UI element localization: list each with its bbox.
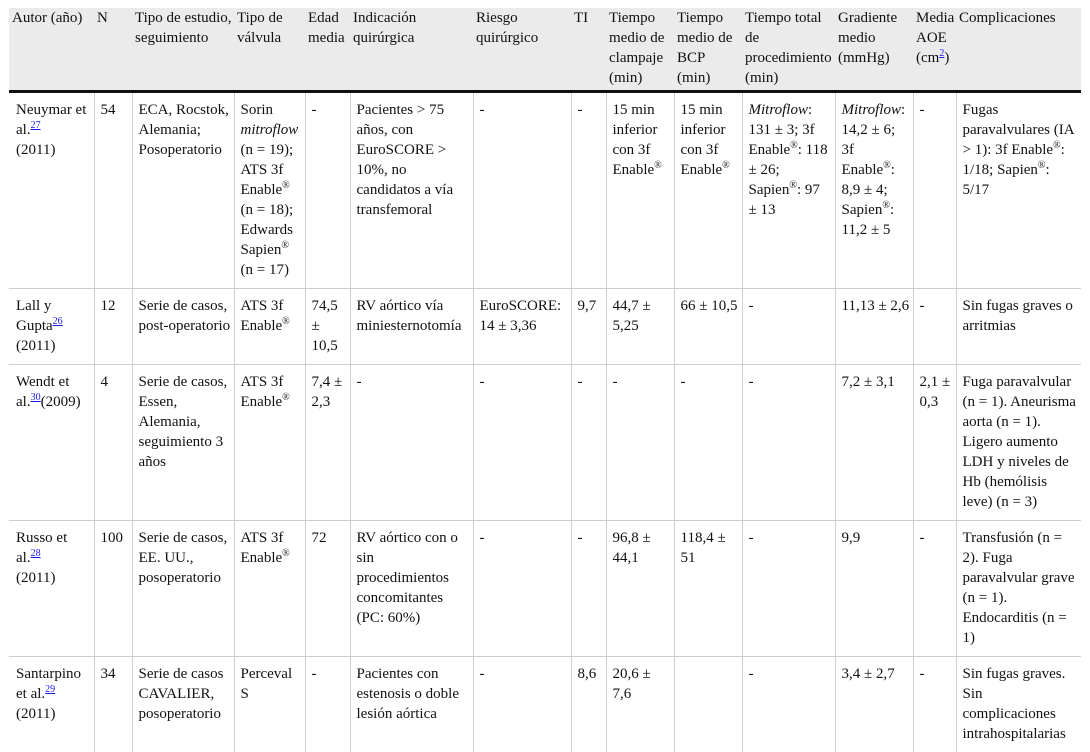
cell-estudio: ECA, Rocstok, Alemania; Posoperatorio xyxy=(132,92,234,289)
cell-clampaje: - xyxy=(606,365,674,521)
cell-n: 12 xyxy=(94,289,132,365)
header-clampaje: Tiempo medio de clampaje (min) xyxy=(606,8,674,92)
cell-aoe: - xyxy=(913,289,956,365)
cell-complicaciones: Sin fugas graves. Sin complicaciones intrahospitalarias xyxy=(956,657,1081,752)
reference-link[interactable]: 26 xyxy=(53,316,63,327)
cell-edad: - xyxy=(305,657,350,752)
cell-riesgo: - xyxy=(473,521,571,657)
cell-indicacion: RV aórtico vía miniesternotomía xyxy=(350,289,473,365)
cell-edad: - xyxy=(305,92,350,289)
header-tipo-estudio: Tipo de estudio, seguimiento xyxy=(132,8,234,92)
header-riesgo: Riesgo quirúrgico xyxy=(473,8,571,92)
cell-n: 100 xyxy=(94,521,132,657)
cell-indicacion: Pacientes > 75 años, con EuroSCORE > 10%, no candidatos a vía transfemoral xyxy=(350,92,473,289)
cell-procedimiento: - xyxy=(742,521,835,657)
cell-n: 54 xyxy=(94,92,132,289)
cell-bcp xyxy=(674,657,742,752)
reference-link[interactable]: 27 xyxy=(31,120,41,131)
cell-autor: Lall y Gupta$^{26}$ (2011) xyxy=(9,289,94,365)
header-gradiente: Gradiente medio (mmHg) xyxy=(835,8,913,92)
table-row xyxy=(9,365,1081,521)
table-row xyxy=(9,657,1081,752)
cell-valvula: ATS 3f Enable® xyxy=(234,521,305,657)
cell-indicacion: RV aórtico con o sin procedimientos concomitantes (PC: 60%) xyxy=(350,521,473,657)
cell-estudio: Serie de casos CAVALIER, posoperatorio xyxy=(132,657,234,752)
header-row xyxy=(9,8,1081,92)
cell-valvula: Sorin mitroflow (n = 19); ATS 3f Enable® (n = 18); Edwards Sapien® (n = 17) xyxy=(234,92,305,289)
cell-procedimiento: - xyxy=(742,657,835,752)
cell-bcp: - xyxy=(674,365,742,521)
table-row xyxy=(9,289,1081,365)
cell-clampaje: 20,6 ± 7,6 xyxy=(606,657,674,752)
cell-procedimiento: - xyxy=(742,365,835,521)
cell-indicacion: Pacientes con estenosis o doble lesión aórtica xyxy=(350,657,473,752)
cell-riesgo: EuroSCORE: 14 ± 3,36 xyxy=(473,289,571,365)
header-tipo-valvula: Tipo de válvula xyxy=(234,8,305,92)
cell-aoe: - xyxy=(913,657,956,752)
header-edad: Edad media xyxy=(305,8,350,92)
reference-link[interactable]: 28 xyxy=(31,548,41,559)
cell-edad: 72 xyxy=(305,521,350,657)
cell-n: 34 xyxy=(94,657,132,752)
cell-gradiente: 7,2 ± 3,1 xyxy=(835,365,913,521)
reference-link[interactable]: 30 xyxy=(31,392,41,403)
header-ti: TI xyxy=(571,8,606,92)
cell-estudio: Serie de casos, Essen, Alemania, seguimiento 3 años xyxy=(132,365,234,521)
cell-ti: - xyxy=(571,521,606,657)
cell-aoe: - xyxy=(913,92,956,289)
cell-bcp: 118,4 ± 51 xyxy=(674,521,742,657)
cell-ti: - xyxy=(571,92,606,289)
cell-procedimiento: - xyxy=(742,289,835,365)
header-indicacion: Indicación quirúrgica xyxy=(350,8,473,92)
cell-autor: Wendt et al.$^{30}$(2009) xyxy=(9,365,94,521)
cell-complicaciones: Sin fugas graves o arritmias xyxy=(956,289,1081,365)
cell-n: 4 xyxy=(94,365,132,521)
cell-edad: 74,5 ± 10,5 xyxy=(305,289,350,365)
cell-gradiente: 9,9 xyxy=(835,521,913,657)
cell-ti: 9,7 xyxy=(571,289,606,365)
header-aoe: Media AOE $(cm^2)$ xyxy=(913,8,956,92)
header-procedimiento: Tiempo total de procedimiento (min) xyxy=(742,8,835,92)
header-bcp: Tiempo medio de BCP (min) xyxy=(674,8,742,92)
cell-estudio: Serie de casos, post-operatorio xyxy=(132,289,234,365)
studies-table xyxy=(9,8,1081,752)
cell-complicaciones: Fuga paravalvular (n = 1). Aneurisma aorta (n = 1). Ligero aumento LDH y niveles de Hb (hemólisis leve) (n = 3) xyxy=(956,365,1081,521)
cell-riesgo: - xyxy=(473,92,571,289)
cell-indicacion: - xyxy=(350,365,473,521)
cell-bcp: 66 ± 10,5 xyxy=(674,289,742,365)
aoe-footnote-link[interactable]: 2 xyxy=(939,48,944,59)
table-row xyxy=(9,92,1081,289)
cell-valvula: Perceval S xyxy=(234,657,305,752)
cell-complicaciones: Fugas paravalvulares (IA > 1): 3f Enable®: 1/18; Sapien®: 5/17 xyxy=(956,92,1081,289)
cell-gradiente: Mitroflow: 14,2 ± 6; 3f Enable®: 8,9 ± 4; Sapien®: 11,2 ± 5 xyxy=(835,92,913,289)
cell-edad: 7,4 ± 2,3 xyxy=(305,365,350,521)
cell-complicaciones: Transfusión (n = 2). Fuga paravalvular grave (n = 1). Endocarditis (n = 1) xyxy=(956,521,1081,657)
cell-aoe: - xyxy=(913,521,956,657)
cell-autor: Neuymar et al.$^{27}$ (2011) xyxy=(9,92,94,289)
cell-valvula: ATS 3f Enable® xyxy=(234,289,305,365)
reference-link[interactable]: 29 xyxy=(45,684,55,695)
cell-riesgo: - xyxy=(473,657,571,752)
cell-clampaje: 15 min inferior con 3f Enable® xyxy=(606,92,674,289)
cell-autor: Russo et al.$^{28}$ (2011) xyxy=(9,521,94,657)
cell-aoe: 2,1 ± 0,3 xyxy=(913,365,956,521)
cell-riesgo: - xyxy=(473,365,571,521)
cell-gradiente: 3,4 ± 2,7 xyxy=(835,657,913,752)
cell-estudio: Serie de casos, EE. UU., posoperatorio xyxy=(132,521,234,657)
cell-valvula: ATS 3f Enable® xyxy=(234,365,305,521)
table-row xyxy=(9,521,1081,657)
cell-ti: 8,6 xyxy=(571,657,606,752)
cell-procedimiento: Mitroflow: 131 ± 3; 3f Enable®: 118 ± 26; Sapien®: 97 ± 13 xyxy=(742,92,835,289)
header-complicaciones: Complicaciones xyxy=(956,8,1081,92)
cell-clampaje: 44,7 ± 5,25 xyxy=(606,289,674,365)
cell-autor: Santarpino et al.$^{29}$ (2011) xyxy=(9,657,94,752)
cell-gradiente: 11,13 ± 2,6 xyxy=(835,289,913,365)
cell-bcp: 15 min inferior con 3f Enable® xyxy=(674,92,742,289)
cell-clampaje: 96,8 ± 44,1 xyxy=(606,521,674,657)
header-autor: Autor (año) xyxy=(9,8,94,92)
header-n: N xyxy=(94,8,132,92)
cell-ti: - xyxy=(571,365,606,521)
